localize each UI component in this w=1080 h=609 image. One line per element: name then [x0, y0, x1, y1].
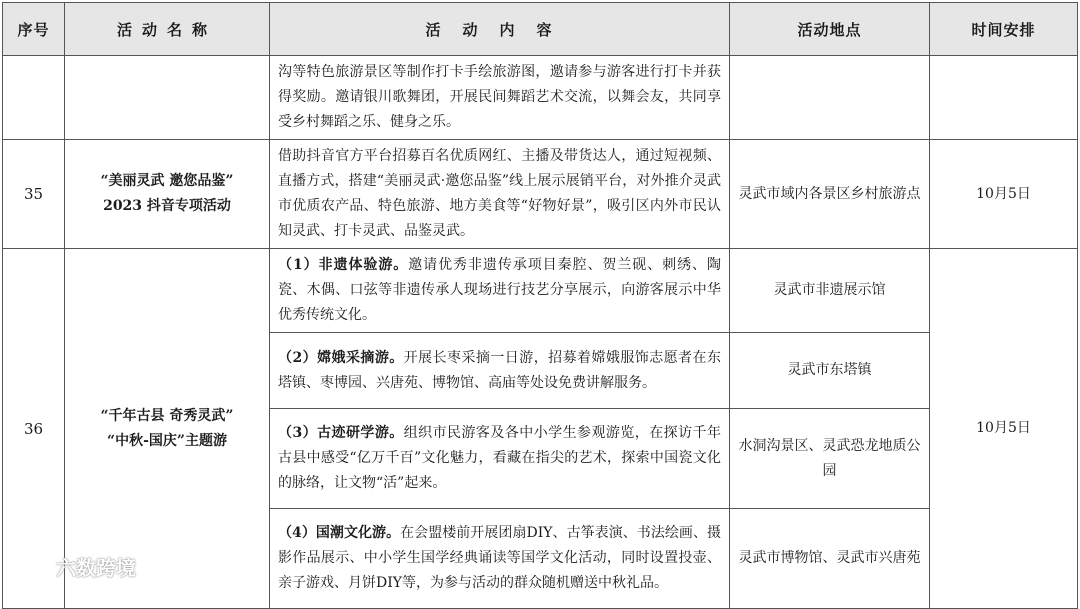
name-cell: [65, 140, 270, 249]
seq-cell: 35: [3, 140, 65, 249]
header-time: 时间安排: [930, 3, 1078, 56]
content-cell: [270, 409, 730, 509]
activity-name-line: “中秋-国庆”主题游: [107, 432, 227, 449]
name-cell: [65, 56, 270, 140]
table-header-row: [3, 3, 1078, 56]
item-lead: （2）嫦娥采摘游。: [278, 349, 404, 366]
place-cell: 灵武市东塔镇: [730, 333, 930, 409]
header-seq: 序号: [3, 3, 65, 56]
content-cell: [270, 509, 730, 609]
header-content: 活动内容: [270, 3, 730, 56]
item-lead: （1）非遗体验游。: [278, 257, 409, 273]
item-text: 在会盟楼前开展团扇DIY、古筝表演、书法绘画、摄影作品展示、中小学生国学经典诵读等国学文化活动，同时设置投壶、亲子游戏、月饼DIY等，为参与活动的群众随机赠送中秋礼品。: [278, 525, 721, 591]
item-text: 邀请优秀非遗传承项目秦腔、贺兰砚、刺绣、陶瓷、木偶、口弦等非遗传承人现场进行技艺分享展示，向游客展示中华优秀传统文化。: [278, 257, 721, 323]
place-cell: 灵武市非遗展示馆: [730, 249, 930, 333]
seq-cell: 36: [3, 249, 65, 609]
table-row: [3, 140, 1078, 249]
time-cell: 10月5日: [930, 249, 1078, 609]
activity-name-line: 2023 抖音专项活动: [103, 198, 231, 214]
place-cell: [730, 56, 930, 140]
place-cell: 灵武市域内各景区乡村旅游点: [730, 140, 930, 249]
watermark-logo-icon: [10, 554, 50, 580]
time-cell: 10月5日: [930, 140, 1078, 249]
seq-cell: [3, 56, 65, 140]
header-place: 活动地点: [730, 3, 930, 56]
header-name: 活动名称: [65, 3, 270, 56]
item-lead: （3）古迹研学游。: [278, 425, 404, 441]
watermark: [10, 552, 136, 581]
item-lead: （4）国潮文化游。: [278, 525, 401, 541]
table-row: [3, 56, 1078, 140]
content-cell: [270, 333, 730, 409]
content-cell: [270, 249, 730, 333]
table-row: [3, 249, 1078, 333]
place-cell: 水洞沟景区、灵武恐龙地质公园: [730, 409, 930, 509]
content-cell: 借助抖音官方平台招募百名优质网红、主播及带货达人，通过短视频、直播方式，搭建“美丽灵武·邀您品鉴”线上展示展销平台，对外推介灵武市优质农产品、特色旅游、地方美食等“好物好景”，吸引区内外市民认知灵武、打卡灵武、品鉴灵武。: [270, 140, 730, 249]
time-cell: [930, 56, 1078, 140]
activity-table: [2, 2, 1078, 609]
activity-name-line: “美丽灵武 邀您品鉴”: [100, 173, 234, 189]
item-text: 开展长枣采摘一日游，招募着嫦娥服饰志愿者在东塔镇、枣博园、兴唐苑、博物馆、高庙等处设免费讲解服务。: [278, 349, 721, 391]
content-cell: 沟等特色旅游景区等制作打卡手绘旅游图，邀请参与游客进行打卡并获得奖励。邀请银川歌舞团，开展民间舞蹈艺术交流，以舞会友，共同享受乡村舞蹈之乐、健身之乐。: [270, 56, 730, 140]
place-cell: 灵武市博物馆、灵武市兴唐苑: [730, 509, 930, 609]
watermark-text: 六数跨境: [56, 556, 136, 580]
activity-name-line: “千年古县 奇秀灵武”: [100, 407, 234, 424]
item-text: 组织市民游客及各中小学生参观游览，在探访千年古县中感受“亿万千百”文化魅力，看藏在指尖的艺术，探索中国瓷文化的脉络，让文物“活”起来。: [278, 425, 721, 491]
